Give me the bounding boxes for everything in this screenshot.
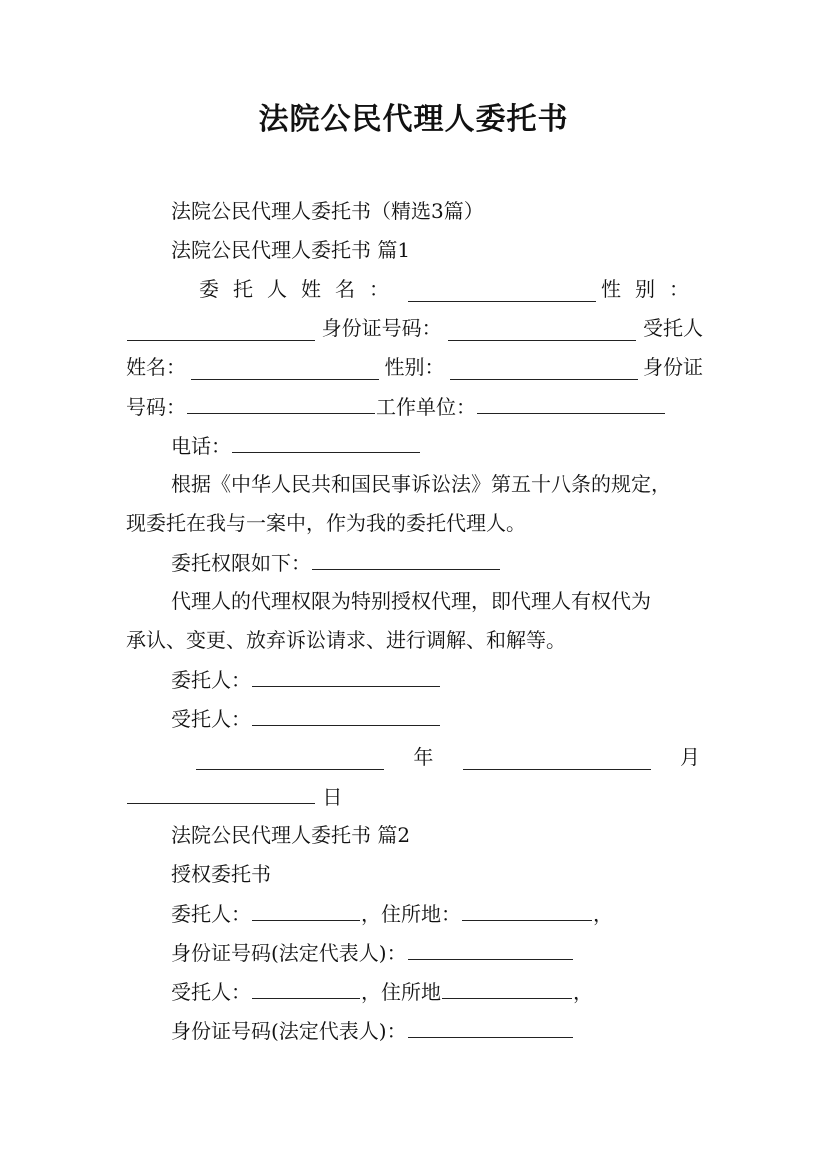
part2-address-label-2: ，住所地 [361,980,441,1004]
phone-label: 电话： [171,434,231,458]
part2-id-legal-blank[interactable] [408,939,573,960]
part2-id-legal-blank-2[interactable] [408,1017,573,1038]
scope-line-2: 承认、变更、放弃诉讼请求、进行调解、和解等。 [126,628,566,652]
part2-id-legal-label: 身份证号码(法定代表人)： [171,941,407,965]
basis-line-2: 现委托在我与一案中，作为我的委托代理人。 [126,511,526,535]
part2-agent-blank[interactable] [252,978,360,999]
part2-id-legal-label-2: 身份证号码(法定代表人)： [171,1019,407,1043]
principal-name-label: 委托人姓名： [199,277,403,301]
basis-line-1: 根据《中华人民共和国民事诉讼法》第五十八条的规定， [171,472,671,496]
agent-sign-row [171,705,441,732]
authority-label: 委托权限如下： [171,551,311,575]
authority-row [171,549,501,576]
part2-heading: 法院公民代理人委托书 篇2 [171,823,411,847]
work-unit-blank[interactable] [477,393,665,414]
date-row [195,744,700,770]
phone-row [171,432,421,459]
year-blank[interactable] [196,749,384,770]
part2-principal-blank[interactable] [252,900,360,921]
part2-principal-row [171,900,613,927]
day-label: 日 [322,785,343,809]
part2-address-label: ，住所地： [361,902,461,926]
id-label-a: 身份证 [643,355,703,379]
phone-blank[interactable] [232,432,420,453]
document-title: 法院公民代理人委托书 [258,102,569,137]
month-label: 月 [679,745,700,769]
authority-blank[interactable] [312,549,500,570]
part2-address-blank[interactable] [462,900,592,921]
agent-id-blank[interactable] [187,393,375,414]
part2-agent-row [171,978,593,1005]
agent-name-label: 姓名： [126,355,186,379]
part2-id-row-2 [171,1017,574,1044]
gender-label-2: 性别： [384,355,445,379]
part2-comma: ， [593,902,613,926]
part2-id-row [171,939,574,966]
part2-comma-2: ， [573,980,593,1004]
year-label: 年 [413,745,434,769]
id-number-blank[interactable] [448,320,636,341]
work-unit-label: 工作单位： [376,395,476,419]
day-row [126,783,342,810]
agent-gender-blank[interactable] [450,359,638,380]
work-unit-row [126,393,666,420]
principal-sign-row [171,666,441,693]
id-number-label: 身份证号码： [321,316,442,340]
part2-agent-label: 受托人： [171,980,251,1004]
agent-sign-blank[interactable] [252,705,440,726]
id-row [126,315,703,341]
agent-name-blank[interactable] [191,359,379,380]
principal-name-row [171,276,703,302]
principal-sign-blank[interactable] [252,666,440,687]
part2-principal-label: 委托人： [171,902,251,926]
subtitle: 法院公民代理人委托书（精选3篇） [171,199,484,223]
principal-sign-label: 委托人： [171,668,251,692]
part1-heading: 法院公民代理人委托书 篇1 [171,238,411,262]
agent-name-row [126,354,703,380]
gender-blank[interactable] [127,320,315,341]
part2-address-blank-2[interactable] [442,978,572,999]
id-label-b: 号码： [126,395,186,419]
agent-sign-label: 受托人： [171,707,251,731]
agent-label-a: 受托人 [642,316,703,340]
month-blank[interactable] [463,749,651,770]
principal-name-blank[interactable] [408,281,596,302]
day-blank[interactable] [127,783,315,804]
authorization-title: 授权委托书 [171,862,271,886]
gender-label: 性别： [601,277,703,301]
scope-line-1: 代理人的代理权限为特别授权代理，即代理人有权代为 [171,589,651,613]
